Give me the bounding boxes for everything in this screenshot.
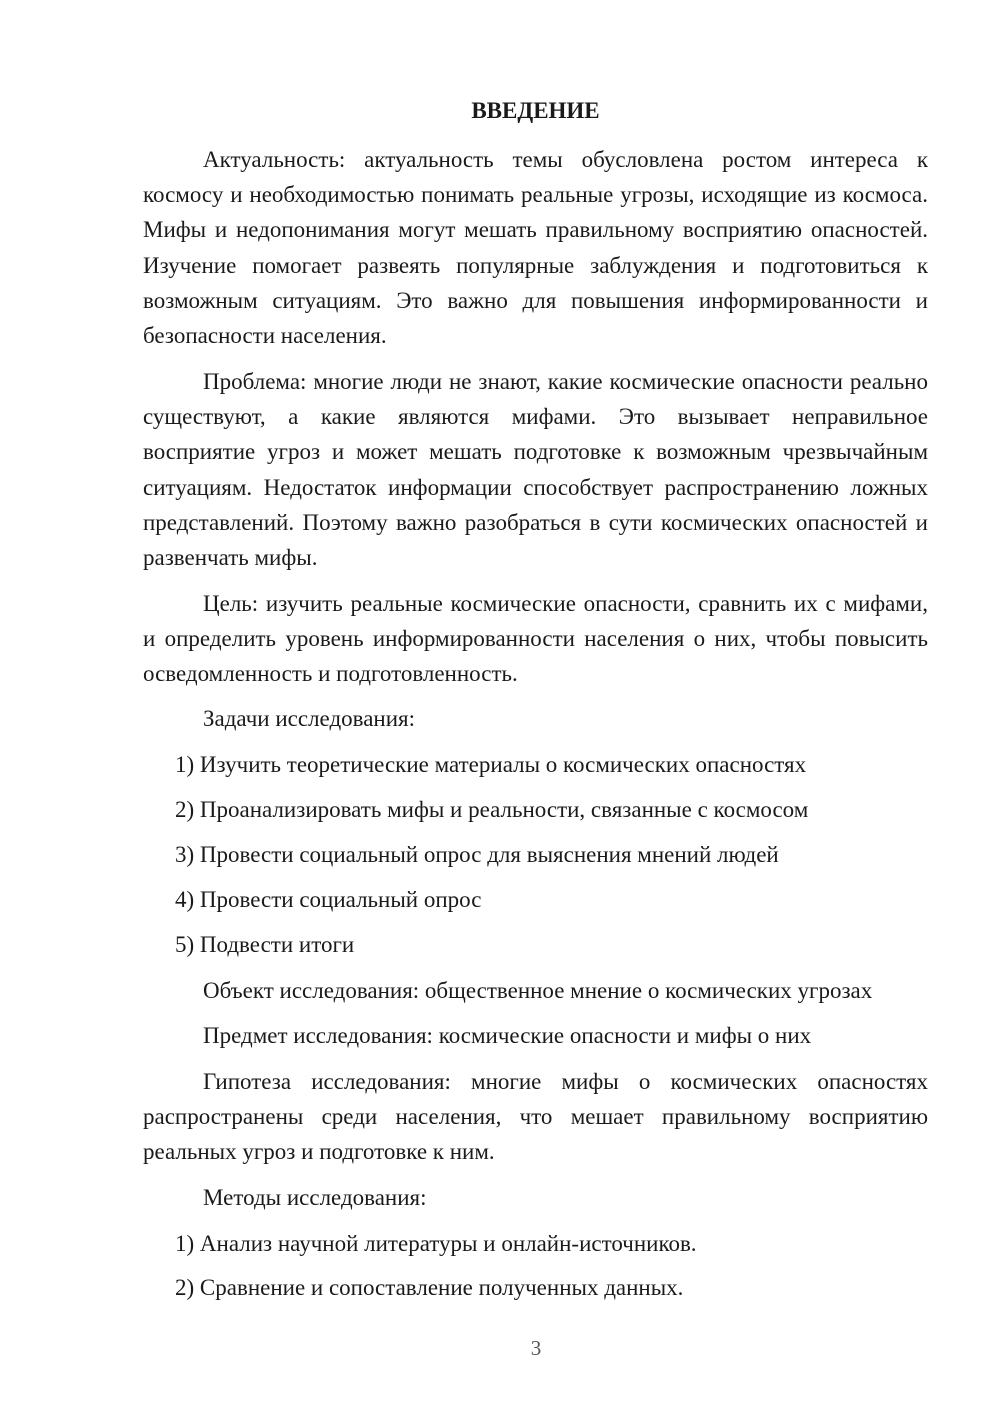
task-item-4: 4) Провести социальный опрос bbox=[175, 887, 482, 912]
tasks-heading: Задачи исследования: bbox=[203, 706, 416, 731]
methods-heading: Методы исследования: bbox=[203, 1185, 427, 1210]
relevance-paragraph: Актуальность: актуальность темы обусловлена ростом интереса к космосу и необходимостью понимать реальные угрозы, исходящие из космоса. Мифы и недопонимания могут мешать правильному восприятию опасностей. Изучение помогает развеять популярные заблуждения и подготовиться к возможным ситуациям. Это важно для повышения информированности и безопасности населения. bbox=[143, 147, 928, 349]
task-item-1: 1) Изучить теоретические материалы о космических опасностях bbox=[175, 752, 807, 777]
research-object: Объект исследования: общественное мнение о космических угрозах bbox=[203, 978, 873, 1003]
method-item-1: 1) Анализ научной литературы и онлайн-источников. bbox=[175, 1231, 697, 1256]
page-number: 3 bbox=[530, 1336, 542, 1360]
task-item-2: 2) Проанализировать мифы и реальности, связанные с космосом bbox=[175, 797, 809, 822]
section-title: ВВЕДЕНИЕ bbox=[471, 98, 600, 123]
problem-paragraph: Проблема: многие люди не знают, какие космические опасности реально существуют, а какие являются мифами. Это вызывает неправильное восприятие угроз и может мешать подготовке к возможным чрезвычайным ситуациям. Недостаток информации способствует распространению ложных представлений. Поэтому важно разобраться в сути космических опасностей и развенчать мифы. bbox=[143, 369, 928, 571]
research-subject: Предмет исследования: космические опасности и мифы о них bbox=[203, 1023, 812, 1048]
hypothesis-paragraph: Гипотеза исследования: многие мифы о космических опасностях распространены среди населения, что мешает правильному восприятию реальных угроз и подготовке к ним. bbox=[143, 1069, 928, 1165]
method-item-2: 2) Сравнение и сопоставление полученных данных. bbox=[175, 1275, 684, 1300]
task-item-5: 5) Подвести итоги bbox=[175, 932, 355, 957]
goal-paragraph: Цель: изучить реальные космические опасности, сравнить их с мифами, и определить уровень информированности населения о них, чтобы повысить осведомленность и подготовленность. bbox=[143, 591, 928, 687]
task-item-3: 3) Провести социальный опрос для выяснения мнений людей bbox=[175, 842, 779, 867]
